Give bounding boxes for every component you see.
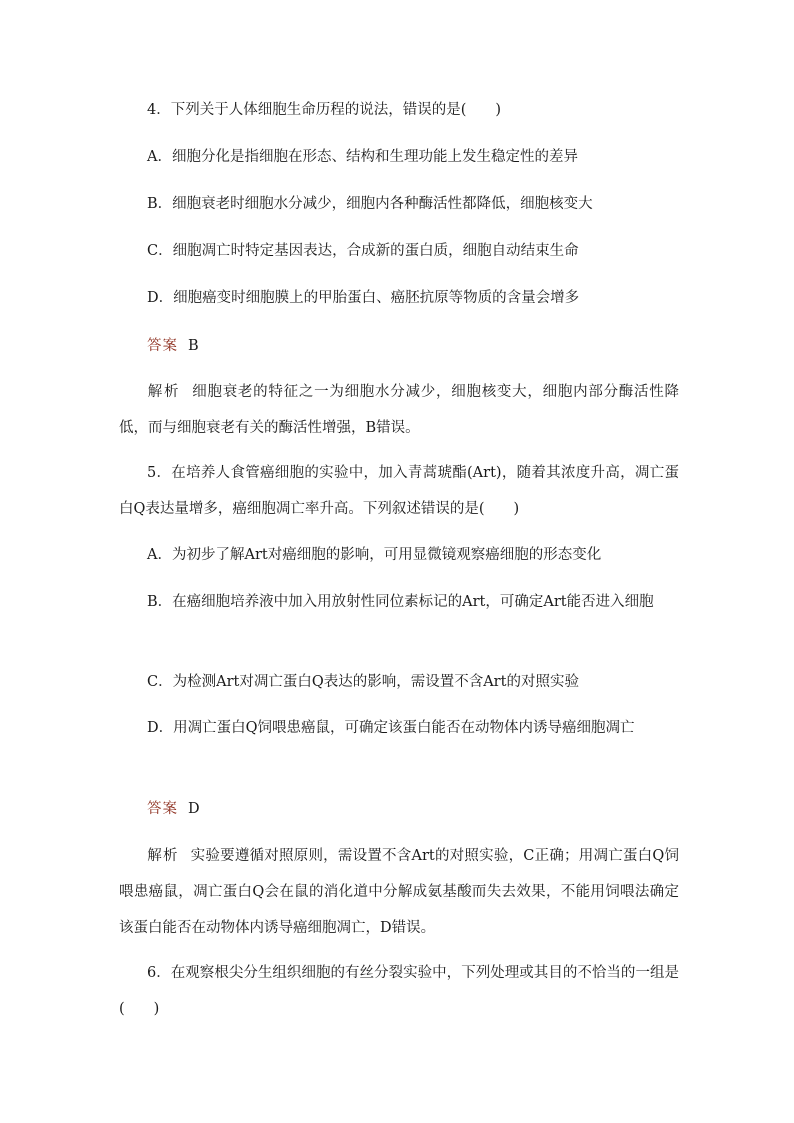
question-4-answer xyxy=(119,337,679,356)
question-5-explanation xyxy=(119,838,679,946)
question-4-stem: 4．下列关于人体细胞生命历程的说法，错误的是( ) xyxy=(147,102,502,118)
explanation-text: 实验要遵循对照原则，需设置不含Art的对照实验，C正确；用凋亡蛋白Q饲喂患癌鼠，凋亡蛋白Q会在鼠的消化道中分解成氨基酸而失去效果，不能用饲喂法确定该蛋白能否在动物体内诱导癌细胞凋亡，D错误。 xyxy=(119,848,679,936)
answer-label: 答案 xyxy=(147,801,178,817)
question-4-option-a: A．细胞分化是指细胞在形态、结构和生理功能上发生稳定性的差异 xyxy=(147,149,578,165)
question-5-option-b: B．在癌细胞培养液中加入用放射性同位素标记的Art，可确定Art能否进入细胞 xyxy=(147,594,654,610)
explanation-text: 细胞衰老的特征之一为细胞水分减少，细胞核变大，细胞内部分酶活性降低，而与细胞衰老有关的酶活性增强，B错误。 xyxy=(119,384,680,436)
question-4-option-c: C．细胞凋亡时特定基因表达，合成新的蛋白质，细胞自动结束生命 xyxy=(147,243,579,259)
question-5-answer xyxy=(119,800,679,819)
question-5-option-d: D．用凋亡蛋白Q饲喂患癌鼠，可确定该蛋白能否在动物体内诱导癌细胞凋亡 xyxy=(147,720,635,736)
question-4-option-d: D．细胞癌变时细胞膜上的甲胎蛋白、癌胚抗原等物质的含量会增多 xyxy=(147,290,580,306)
question-5-stem: 5．在培养人食管癌细胞的实验中，加入青蒿琥酯(Art)，随着其浓度升高，凋亡蛋白Q表达量增多，癌细胞凋亡率升高。下列叙述错误的是( ) xyxy=(119,465,679,517)
answer-value: B xyxy=(188,338,199,354)
answer-value: D xyxy=(188,801,200,817)
question-5-option-c: C．为检测Art对凋亡蛋白Q表达的影响，需设置不含Art的对照实验 xyxy=(147,674,579,690)
question-4-explanation xyxy=(119,374,679,446)
question-4-option-b: B．细胞衰老时细胞水分减少，细胞内各种酶活性都降低，细胞核变大 xyxy=(147,196,593,212)
question-5-option-a: A．为初步了解Art对癌细胞的影响，可用显微镜观察癌细胞的形态变化 xyxy=(147,547,602,563)
answer-label: 答案 xyxy=(147,338,178,354)
explanation-label: 解析 xyxy=(147,848,179,864)
question-6-stem: 6．在观察根尖分生组织细胞的有丝分裂实验中，下列处理或其目的不恰当的一组是( ) xyxy=(119,965,679,1017)
explanation-label: 解析 xyxy=(147,384,181,400)
